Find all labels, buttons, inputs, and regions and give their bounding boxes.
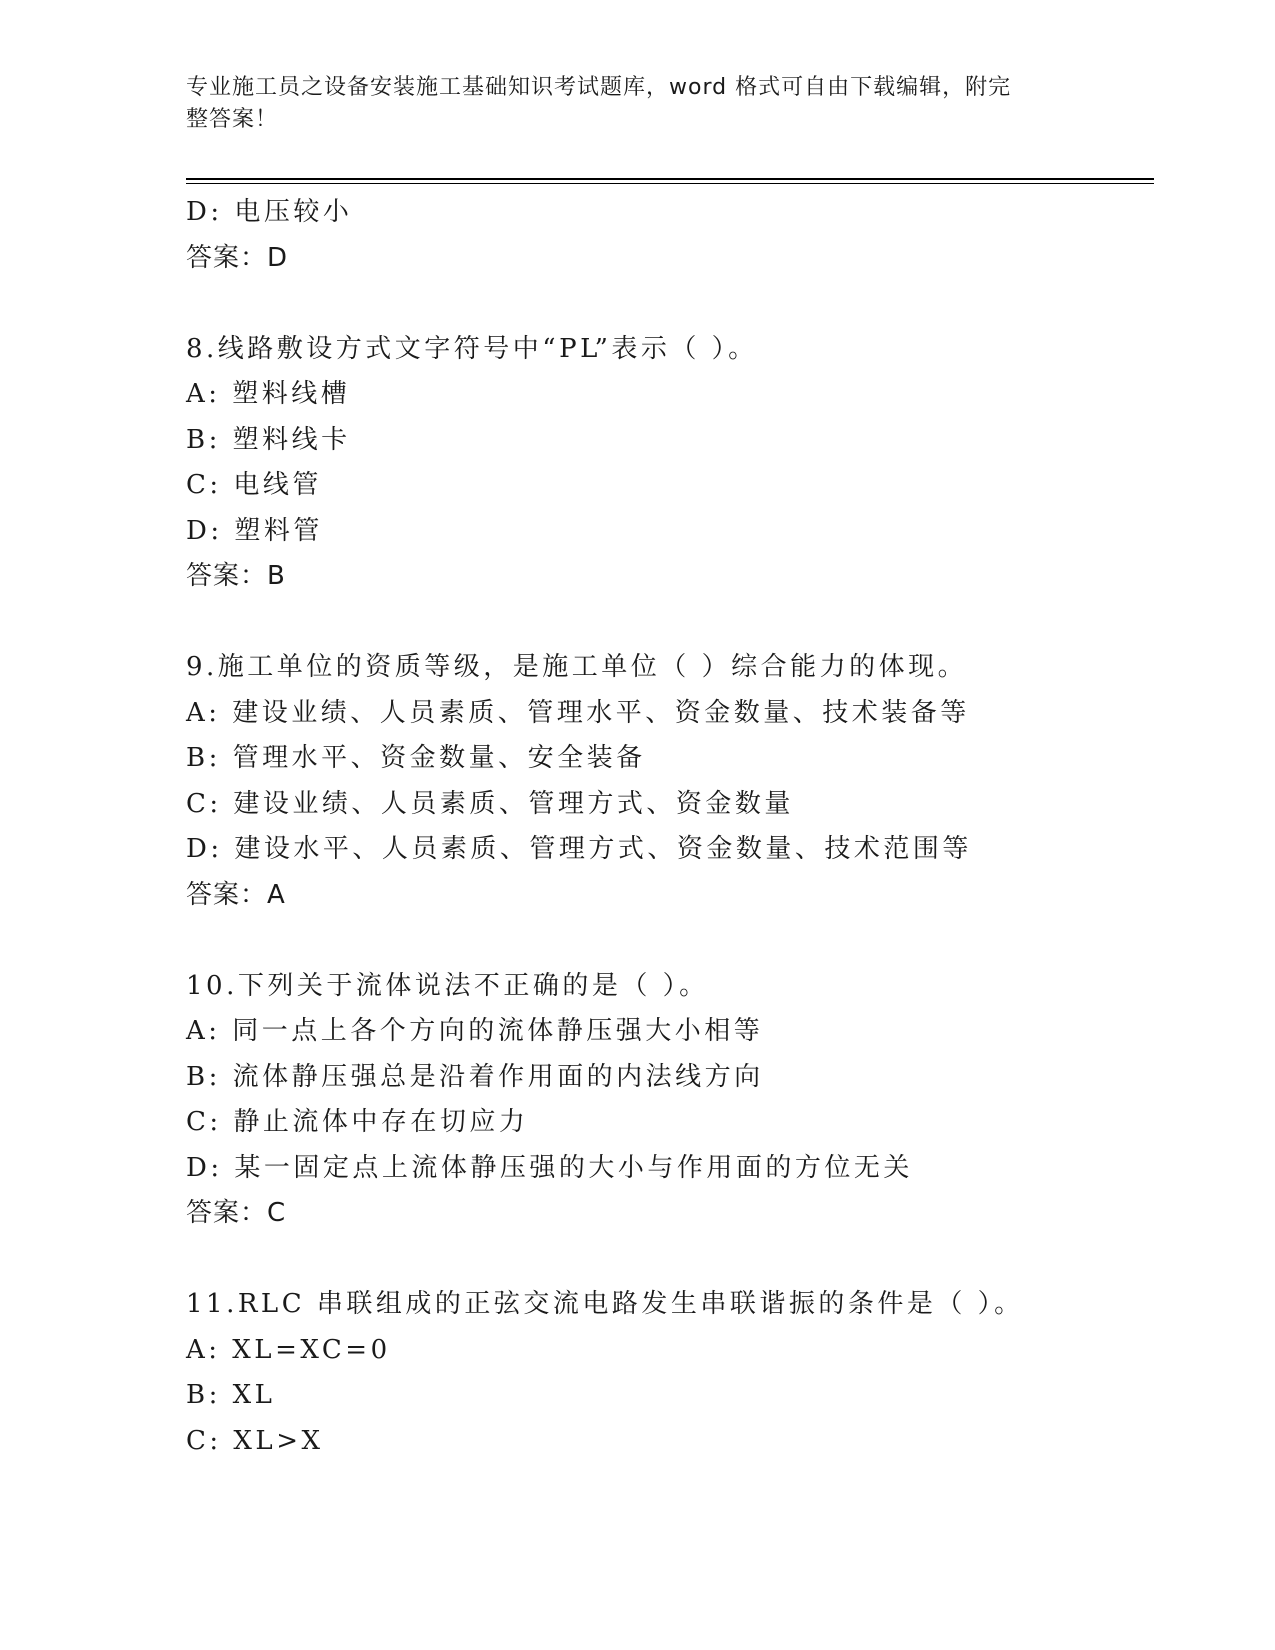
document-header xyxy=(186,72,1066,136)
question-7-option-d: D: 电压较小 xyxy=(186,197,353,227)
question-8-option-c: C: 电线管 xyxy=(186,470,322,500)
question-9-option-c: C: 建设业绩、人员素质、管理方式、资金数量 xyxy=(186,788,794,819)
question-9-option-b: B: 管理水平、资金数量、安全装备 xyxy=(186,743,646,773)
spacer xyxy=(186,918,1154,964)
question-9-answer: 答案：A xyxy=(186,879,286,910)
spacer xyxy=(186,600,1154,646)
question-11-stem: 11.RLC 串联组成的正弦交流电路发生串联谐振的条件是（ ）。 xyxy=(186,1289,1024,1319)
question-10-option-c: C: 静止流体中存在切应力 xyxy=(186,1107,529,1137)
question-11-option-b: B: XL xyxy=(186,1380,276,1410)
question-8-option-a: A: 塑料线槽 xyxy=(186,379,351,409)
header-rule-thin xyxy=(186,183,1154,184)
question-11-option-c: C: XL>X xyxy=(186,1425,324,1456)
question-8-option-d: D: 塑料管 xyxy=(186,515,323,546)
question-11-option-a: A: XL=XC=0 xyxy=(186,1334,391,1365)
question-10-answer: 答案：C xyxy=(186,1198,287,1228)
header-rule-thick xyxy=(186,178,1154,180)
spacer xyxy=(186,1237,1154,1283)
question-9-option-d: D: 建设水平、人员素质、管理方式、资金数量、技术范围等 xyxy=(186,834,972,864)
question-list xyxy=(186,190,1154,1464)
question-8-answer: 答案：B xyxy=(186,561,286,591)
header-title-line-1: 专业施工员之设备安装施工基础知识考试题库，word 格式可自由下载编辑，附完 xyxy=(186,75,1012,100)
question-7-answer: 答案：D xyxy=(186,242,289,273)
question-8-option-b: B: 塑料线卡 xyxy=(186,424,351,455)
question-10-option-b: B: 流体静压强总是沿着作用面的内法线方向 xyxy=(186,1061,764,1092)
question-9-option-a: A: 建设业绩、人员素质、管理水平、资金数量、技术装备等 xyxy=(186,697,970,728)
question-10-option-a: A: 同一点上各个方向的流体静压强大小相等 xyxy=(186,1016,764,1046)
question-10-option-d: D: 某一固定点上流体静压强的大小与作用面的方位无关 xyxy=(186,1152,913,1183)
header-title-line-2: 整答案！ xyxy=(186,107,279,132)
spacer xyxy=(186,281,1154,327)
question-9-stem: 9.施工单位的资质等级，是施工单位（ ）综合能力的体现。 xyxy=(186,652,968,682)
question-8-stem: 8.线路敷设方式文字符号中“PL”表示（ ）。 xyxy=(186,333,758,364)
question-10-stem: 10.下列关于流体说法不正确的是（ ）。 xyxy=(186,970,709,1001)
